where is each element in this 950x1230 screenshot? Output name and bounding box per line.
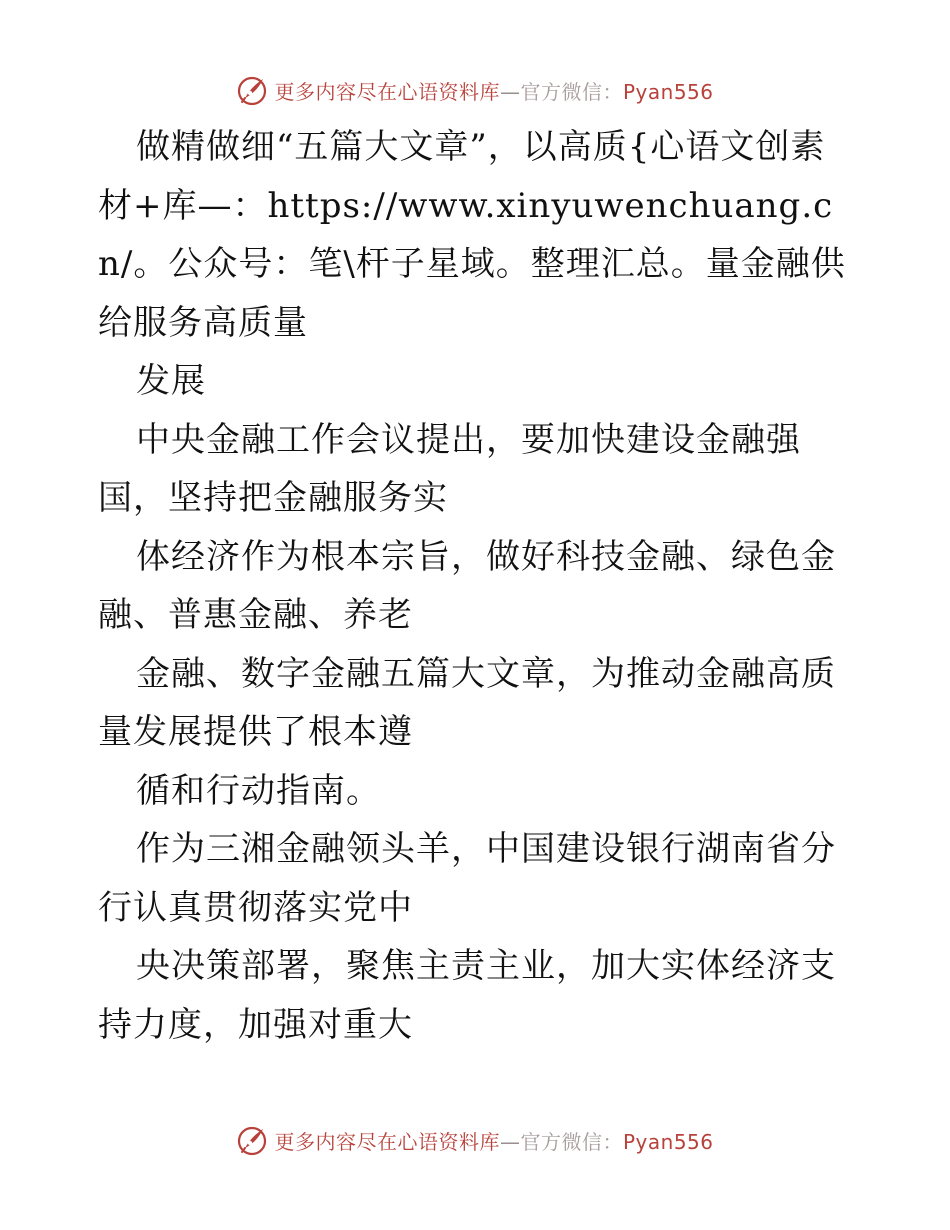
footer-brand: 更多内容尽在心语资料库 [274, 1129, 500, 1154]
paragraph-8: 央决策部署，聚焦主责主业，加大实体经济支持力度，加强对重大 [98, 946, 836, 1045]
paragraph-5: 金融、数字金融五篇大文章，为推动金融高质量发展提供了根本遵 [98, 653, 836, 752]
footer-banner-content [236, 1124, 713, 1156]
quill-logo-icon [236, 1124, 268, 1156]
quill-logo-icon [236, 74, 268, 106]
paragraph-1: 做精做细“五篇大文章”，以高质{心语文创素材+库—：https://www.xinyuwenchuang.cn/。公众号：笔\杆子星域。整理汇总。量金融供给服务高质量 [98, 127, 846, 343]
header-separator: — [499, 79, 521, 104]
paragraph-7: 作为三湘金融领头羊，中国建设银行湖南省分行认真贯彻落实党中 [98, 829, 836, 928]
header-official-label: 官方微信： [520, 79, 623, 104]
header-wechat-id: Pyan556 [622, 79, 714, 104]
footer-banner-text [274, 1126, 713, 1155]
paragraph-4: 体经济作为根本宗旨，做好科技金融、绿色金融、普惠金融、养老 [98, 536, 836, 635]
footer-official-label: 官方微信： [520, 1129, 623, 1154]
paragraph-2: 发展 [136, 361, 206, 401]
footer-separator: — [499, 1129, 521, 1154]
document-body [98, 118, 858, 1054]
paragraph-3: 中央金融工作会议提出，要加快建设金融强国，坚持把金融服务实 [98, 419, 801, 518]
header-banner [0, 70, 950, 110]
header-brand: 更多内容尽在心语资料库 [274, 79, 500, 104]
footer-wechat-id: Pyan556 [622, 1129, 714, 1154]
header-banner-text [274, 76, 713, 105]
footer-banner [0, 1120, 950, 1160]
header-banner-content [236, 74, 713, 106]
paragraph-6: 循和行动指南。 [136, 770, 381, 811]
